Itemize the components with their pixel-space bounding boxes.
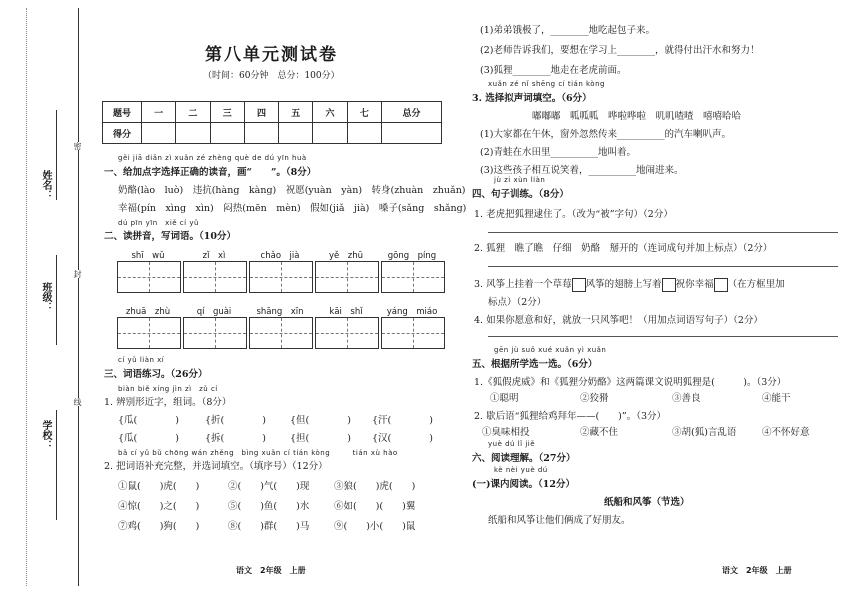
school-label: 学校： [40, 420, 51, 450]
pinyin-prompt: kāi shǐ [329, 307, 363, 317]
seal-word-xian: 线 [73, 398, 82, 406]
s3-pinyin: cí yǔ liàn xí [118, 356, 165, 364]
s5-q2-opt[interactable]: ②藏不住 [580, 427, 619, 438]
score-header-cell: 六 [313, 102, 347, 123]
s3-q2-idiom: ⑥如( )( )翼 [334, 501, 416, 512]
s3-q2-idiom: ①鼠( )虎( ) [118, 481, 200, 492]
s3-q1-pinyin: biàn biě xíng jìn zì zǔ cí [118, 385, 218, 393]
s4-item-4: 4. 如果你愿意和好，就放一只风筝吧！（用加点词语写句子）（2分） [474, 315, 763, 326]
binding-seal-line [78, 8, 79, 586]
s6a-pinyin: kè nèi yuè dú [494, 466, 548, 474]
page-title: 第八单元测试卷 [205, 45, 338, 65]
s2-pinyin: dú pīn yīn xiě cí yǔ [118, 219, 199, 227]
s3-q1-cell: {瓜( ) [118, 415, 179, 426]
name-label: 姓名： [40, 170, 51, 200]
writing-grid-box[interactable] [117, 261, 181, 293]
score-table-header-row [103, 102, 442, 123]
s5-pinyin: gēn jù suǒ xué xuǎn yì xuǎn [494, 346, 607, 354]
footer-left: 语文 2年级 上册 [236, 566, 306, 575]
s3-q2-idiom: ⑨( )小( )鼠 [334, 521, 416, 532]
score-cell[interactable] [176, 123, 210, 144]
s3-q1-cell: {折( ) [205, 415, 266, 426]
s5-q2-opt[interactable]: ④不怀好意 [762, 427, 810, 438]
s5-q1: 1.《狐假虎威》和《狐狸分奶酪》这两篇课文说明狐狸是( )。（3分） [474, 377, 787, 388]
fill-3: (3)狐狸________地走在老虎前面。 [480, 65, 627, 76]
q3-pinyin: xuǎn zé nǐ shēng cí tián kòng [488, 80, 605, 88]
score-header-cell: 四 [244, 102, 278, 123]
s4-item-3-part-b: 风筝的翅膀上写着 [585, 279, 662, 290]
q3-item-1: (1)大家都在午休，窗外忽然传来__________的汽车喇叭声。 [480, 129, 731, 140]
s1-row-2: 幸福(pín xìng xìn) 闷热(mēn mèn) 假如(jiǎ jià) 嗓子(sǎng shǎng) [118, 203, 467, 214]
s4-pinyin: jù zi xùn liàn [494, 176, 546, 184]
s3-q2-idiom: ④惊( )之( ) [118, 501, 200, 512]
s3-heading: 三、词语练习。（26分） [104, 369, 208, 380]
pinyin-prompt: chǎo jià [260, 251, 300, 261]
s3-q2-prompt: 2. 把词语补充完整，并选词填空。（填序号）（12分） [104, 461, 328, 472]
writing-grid-box[interactable] [315, 261, 379, 293]
s3-q1-prompt: 1. 辨别形近字，组词。（8分） [104, 397, 232, 408]
score-cell[interactable] [210, 123, 244, 144]
s3-q2-idiom: ⑤( )鱼( )水 [228, 501, 310, 512]
q3-prompt: 3. 选择拟声词填空。（6分） [472, 93, 592, 104]
s5-q1-opt[interactable]: ④能干 [762, 393, 791, 404]
seal-word-mi: 密 [73, 142, 82, 150]
s3-q2-idiom: ⑦鸡( )狗( ) [118, 521, 200, 532]
s4-item-3-part-c: 祝你幸福 [675, 279, 714, 290]
score-header-cell: 五 [279, 102, 313, 123]
s6-pinyin: yuè dú lǐ jiě [488, 440, 536, 448]
passage-title: 纸船和风筝（节选） [604, 497, 690, 508]
pinyin-prompt: zǐ xì [202, 251, 226, 261]
score-cell[interactable] [142, 123, 176, 144]
s5-q2-opt[interactable]: ③胡(狐)言乱语 [672, 427, 737, 438]
punctuation-box[interactable] [714, 278, 728, 292]
pinyin-prompt: shī wǔ [131, 251, 165, 261]
s3-q1-cell: {汗( ) [372, 415, 433, 426]
s5-q2: 2. 歇后语“狐狸给鸡拜年——( )”。（3分） [474, 411, 667, 422]
writing-grid-box[interactable] [183, 261, 247, 293]
writing-grid-box[interactable] [315, 317, 379, 349]
s6a-heading: (一)课内阅读。（12分） [472, 479, 575, 490]
score-cell[interactable] [381, 123, 441, 144]
score-cell[interactable] [347, 123, 381, 144]
s4-item-3-part-a: 3. 风筝上挂着一个草莓 [474, 279, 572, 290]
s4-item-2: 2. 狐狸 瞧了瞧 仔细 奶酪 掰开的（连词成句并加上标点）（2分） [474, 243, 773, 254]
s6-heading: 六、阅读理解。（27分） [472, 453, 576, 464]
s4-heading: 四、句子训练。（8分） [472, 189, 569, 200]
writing-grid-box[interactable] [183, 317, 247, 349]
pinyin-prompt: qí guài [196, 307, 232, 317]
score-cell[interactable] [244, 123, 278, 144]
pinyin-prompt: yáng miáo [386, 307, 438, 317]
fill-2: (2)老师告诉我们，要想在学习上________，就得付出汗水和努力！ [480, 45, 760, 56]
binding-fold-line [26, 8, 27, 586]
score-header-cell: 题号 [103, 102, 142, 123]
s3-q1-cell: {瓜( ) [118, 433, 179, 444]
score-header-cell: 二 [176, 102, 210, 123]
page-subtitle: （时间：60分钟 总分：100分） [203, 71, 340, 81]
s5-q1-opt[interactable]: ③善良 [672, 393, 701, 404]
s1-heading: 一、给加点字选择正确的读音，画“ ”。（8分） [104, 167, 317, 178]
writing-grid-box[interactable] [381, 261, 445, 293]
pinyin-prompt: zhuā zhù [125, 307, 171, 317]
pinyin-prompt: gōng píng [387, 251, 437, 261]
s4-item-3-tail: 标点）（2分） [488, 297, 547, 308]
writing-grid-box[interactable] [249, 261, 313, 293]
s3-q1-cell: {汉( ) [372, 433, 433, 444]
s3-q2-idiom: ⑧( )群( )马 [228, 521, 310, 532]
passage-line-1: 纸船和风筝让他们俩成了好朋友。 [488, 515, 631, 526]
score-table-score-row [103, 123, 442, 144]
score-cell[interactable] [313, 123, 347, 144]
score-row-label: 得分 [103, 123, 142, 144]
answer-line[interactable] [488, 266, 838, 267]
writing-grid-box[interactable] [381, 317, 445, 349]
class-label: 班级： [40, 282, 51, 312]
s3-q2-pinyin: bǎ cí yǔ bǔ chōng wán zhěng bìng xuǎn cí tián kòng tián xù hào [118, 449, 398, 457]
answer-line[interactable] [488, 336, 838, 337]
s4-item-3-part-d: （在方框里加 [727, 279, 785, 290]
seal-word-feng: 封 [73, 270, 82, 278]
s1-row-1: 奶酪(lào luò) 违抗(hàng kàng) 祝愿(yuàn yàn) 转身(zhuàn zhuǎn) [118, 185, 466, 196]
answer-line[interactable] [488, 232, 838, 233]
q3-item-3: (3)这些孩子相互说笑着，__________地闹进来。 [480, 165, 684, 176]
school-underline [56, 410, 57, 520]
score-cell[interactable] [279, 123, 313, 144]
punctuation-box[interactable] [662, 278, 676, 292]
class-underline [56, 255, 57, 345]
score-header-cell: 一 [142, 102, 176, 123]
score-header-cell: 三 [210, 102, 244, 123]
score-header-cell: 七 [347, 102, 381, 123]
s3-q1-cell: {担( ) [290, 433, 351, 444]
score-table [102, 101, 442, 144]
s5-q1-opt[interactable]: ①聪明 [490, 393, 519, 404]
s3-q1-cell: {拆( ) [205, 433, 266, 444]
pinyin-prompt: yě zhū [329, 251, 363, 261]
name-underline [56, 110, 57, 200]
s3-q1-cell: {但( ) [290, 415, 351, 426]
q3-word-bank: 嘟嘟嘟 呱呱呱 哗啦哗啦 叽叽喳喳 嘻嘻哈哈 [532, 111, 742, 122]
s5-q1-opt[interactable]: ②狡猾 [580, 393, 609, 404]
s1-pinyin: gěi jiā diǎn zì xuǎn zé zhèng què de dú yīn huà [118, 154, 307, 162]
s4-item-1: 1. 老虎把狐狸逮住了。（改为“被”字句）（2分） [474, 209, 673, 220]
s3-q2-idiom: ③狼( )虎( ) [334, 481, 416, 492]
s4-item-3 [474, 276, 785, 292]
score-header-cell: 总分 [381, 102, 441, 123]
pinyin-prompt: shāng xīn [256, 307, 304, 317]
writing-grid-box[interactable] [117, 317, 181, 349]
s5-heading: 五、根据所学选一选。（6分） [472, 359, 598, 370]
s5-q2-opt[interactable]: ①臭味相投 [482, 427, 530, 438]
s2-heading: 二、读拼音，写词语。（10分） [104, 231, 236, 242]
q3-item-2: (2)青蛙在水田里__________地叫着。 [480, 147, 636, 158]
writing-grid-box[interactable] [249, 317, 313, 349]
punctuation-box[interactable] [572, 278, 586, 292]
fill-1: (1)弟弟饿极了，________地吃起包子来。 [480, 25, 655, 36]
footer-right: 语文 2年级 上册 [722, 566, 792, 575]
s3-q2-idiom: ②( )气( )现 [228, 481, 310, 492]
